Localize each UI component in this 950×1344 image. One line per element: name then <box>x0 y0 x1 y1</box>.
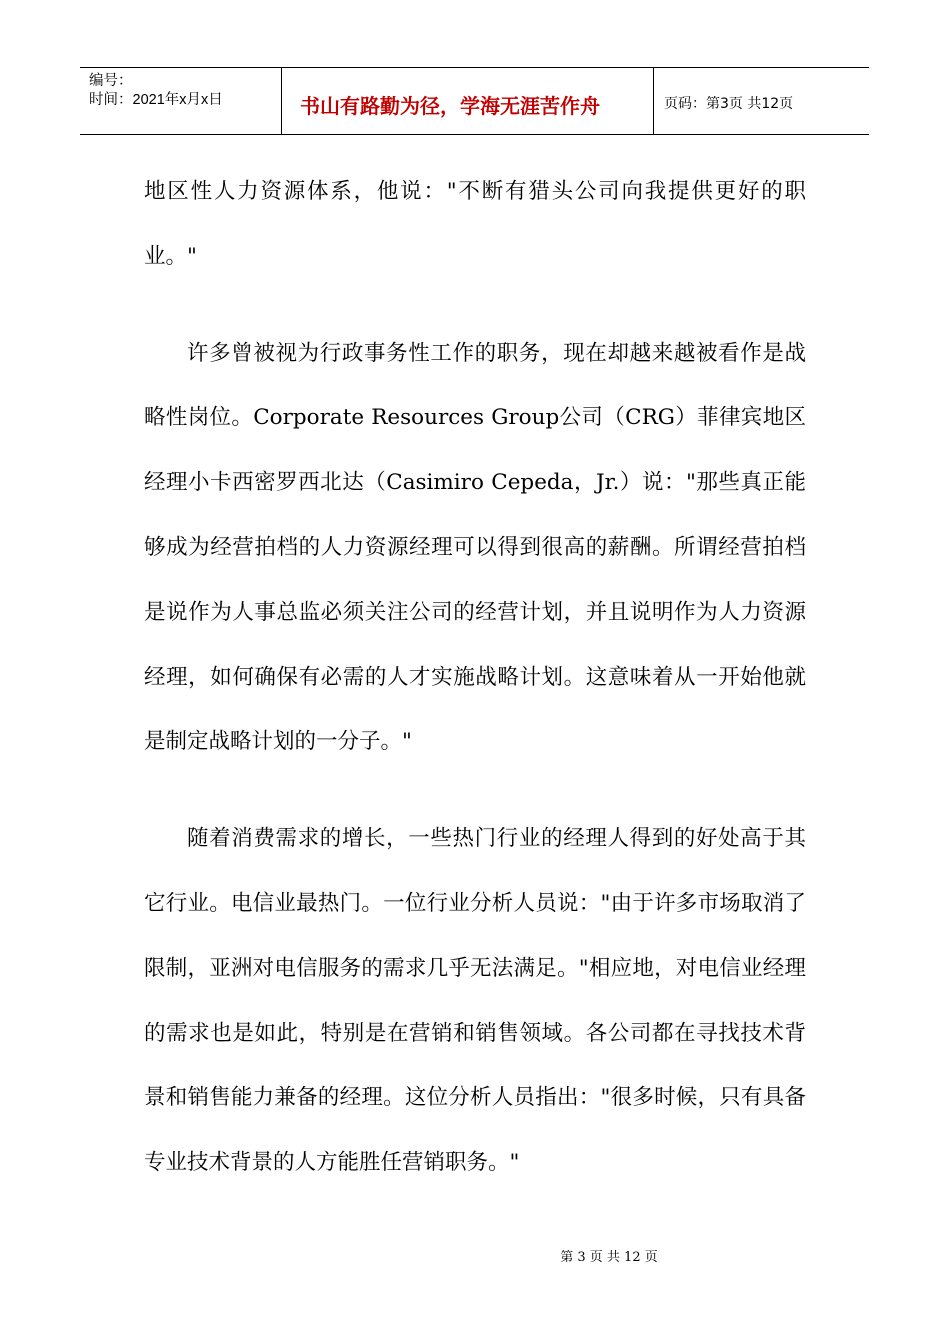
document-number-label: 编号： <box>89 73 133 89</box>
footer-page-number: 第 3 页 共 12 页 <box>560 1250 658 1265</box>
header-motto: 书山有路勤为径，学海无涯苦作舟 <box>282 68 654 134</box>
header-meta <box>80 68 282 134</box>
paragraph-continued: 地区性人力资源体系，他说："不断有猎头公司向我提供更好的职业。" <box>144 179 806 269</box>
paragraph: 许多曾被视为行政事务性工作的职务，现在却越来越被看作是战略性岗位。Corporate Resources Group公司（CRG）菲律宾地区经理小卡西密罗西北达（Casimiro Cepeda，Jr.）说："那些真正能够成为经营拍档的人力资源经理可以得到很高的薪酬。所谓经营拍档是说作为人事总监必须关注公司的经营计划，并且说明作为人力资源经理，如何确保有必需的人才实施战略计划。这意味着从一开始他就是制定战略计划的一分子。" <box>144 340 806 755</box>
page-header <box>80 67 869 135</box>
header-page-info: 页码：第3页 共12页 <box>664 96 794 112</box>
page-footer <box>0 1246 950 1265</box>
paragraph: 随着消费需求的增长，一些热门行业的经理人得到的好处高于其它行业。电信业最热门。一位行业分析人员说："由于许多市场取消了限制，亚洲对电信服务的需求几乎无法满足。"相应地，对电信业经理的需求也是如此，特别是在营销和销售领域。各公司都在寻找技术背景和销售能力兼备的经理。这位分析人员指出："很多时候，只有具备专业技术背景的人方能胜任营销职务。" <box>144 826 806 1176</box>
document-time-label: 时间：2021年x月x日 <box>89 92 223 108</box>
document-body <box>144 160 806 1228</box>
